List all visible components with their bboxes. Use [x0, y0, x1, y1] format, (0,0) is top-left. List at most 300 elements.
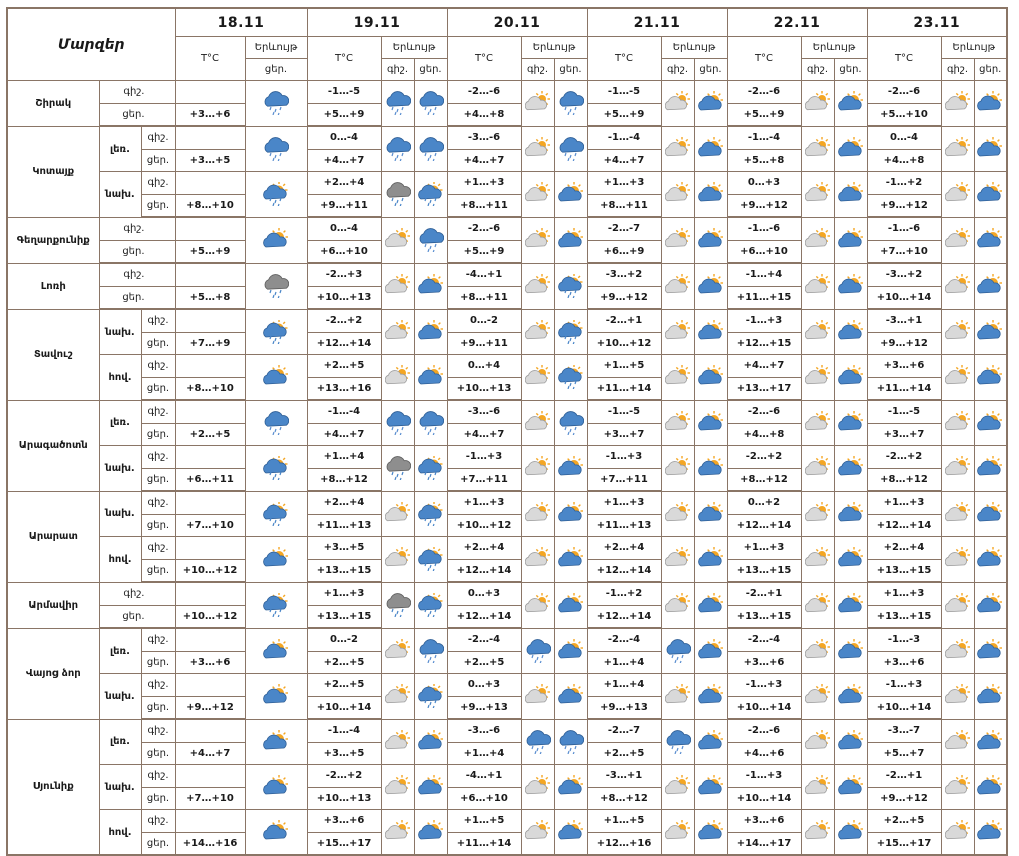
sun-cloud-icon [805, 456, 831, 480]
sun-cloud-icon [385, 820, 411, 844]
temperature-cell: +5…+9 [447, 240, 521, 263]
rain-sun-icon [263, 593, 289, 617]
partly-sunny-icon [558, 456, 584, 480]
table-row [7, 263, 1007, 286]
temperature-cell: +14…+16 [175, 832, 245, 855]
weather-icon-cell [941, 628, 974, 674]
weather-icon-cell [554, 628, 587, 674]
weather-icon-cell [414, 81, 447, 127]
weather-icon-cell [554, 491, 587, 537]
time-of-day-label: գիշ. [99, 263, 175, 286]
temperature-cell: 0…-2 [307, 628, 381, 651]
weather-icon-cell [414, 628, 447, 674]
weather-icon-cell [694, 126, 727, 172]
temperature-cell: +8…+11 [447, 286, 521, 309]
weather-icon-cell [245, 582, 307, 628]
weather-icon-cell [834, 810, 867, 856]
partly-sunny-icon [838, 730, 864, 754]
partly-sunny-icon [263, 547, 289, 571]
night-subheader: գիշ. [661, 59, 694, 81]
zone-label: հով. [99, 355, 141, 401]
region-name: Տավուշ [7, 309, 99, 400]
weather-icon-cell [381, 491, 414, 537]
temperature-cell: +13…+15 [727, 605, 801, 628]
weather-icon-cell [834, 217, 867, 263]
partly-sunny-icon [977, 820, 1003, 844]
weather-icon-cell [974, 126, 1007, 172]
weather-icon-cell [554, 537, 587, 583]
sun-cloud-icon [805, 502, 831, 526]
temperature-cell: -2…+1 [867, 765, 941, 788]
weather-icon-cell [521, 446, 554, 492]
temperature-cell: +8…+12 [587, 787, 661, 810]
sun-cloud-icon [385, 639, 411, 663]
temperature-cell: +11…+15 [727, 286, 801, 309]
sun-cloud-icon [385, 365, 411, 389]
partly-sunny-icon [418, 365, 444, 389]
temperature-cell [175, 309, 245, 332]
weather-icon-cell [661, 355, 694, 401]
temperature-cell: +5…+9 [587, 103, 661, 126]
weather-icon-cell [801, 126, 834, 172]
weather-icon-cell [694, 355, 727, 401]
temperature-cell: +4…+7 [447, 423, 521, 446]
partly-sunny-icon [558, 182, 584, 206]
weather-icon-cell [521, 81, 554, 127]
temperature-cell: -1…+3 [867, 674, 941, 697]
partly-sunny-icon [418, 274, 444, 298]
temperature-cell: +3…+6 [175, 103, 245, 126]
weather-icon-cell [941, 719, 974, 765]
weather-icon-cell [801, 810, 834, 856]
temperature-cell: -2…+3 [307, 263, 381, 286]
temperature-cell: -1…+2 [587, 582, 661, 605]
rain-sun-icon [263, 182, 289, 206]
temperature-cell: -2…-6 [727, 81, 801, 104]
time-of-day-label: ցեր. [141, 696, 175, 719]
temperature-cell: -1…+3 [587, 446, 661, 469]
snow-cloud-icon [418, 137, 444, 161]
weather-icon-cell [941, 446, 974, 492]
phenomena-header: Երևույթ [661, 37, 727, 59]
temperature-header: T°C [727, 37, 801, 81]
temperature-cell: -2…-6 [447, 217, 521, 240]
sun-cloud-icon [665, 684, 691, 708]
sun-cloud-icon [665, 411, 691, 435]
weather-icon-cell [245, 810, 307, 856]
weather-icon-cell [521, 126, 554, 172]
temperature-cell: +1…+3 [587, 172, 661, 195]
partly-sunny-icon [698, 820, 724, 844]
temperature-cell: +12…+14 [447, 605, 521, 628]
weather-icon-cell [661, 537, 694, 583]
weather-icon-cell [834, 537, 867, 583]
temperature-cell: +12…+14 [727, 514, 801, 537]
weather-icon-cell [974, 172, 1007, 218]
sun-cloud-icon [665, 502, 691, 526]
temperature-cell: -1…+2 [867, 172, 941, 195]
sun-cloud-icon [945, 411, 971, 435]
temperature-cell: -2…-7 [587, 217, 661, 240]
weather-icon-cell [941, 400, 974, 446]
date-header: 23.11 [867, 8, 1007, 37]
time-of-day-label: գիշ. [141, 355, 175, 378]
weather-icon-cell [941, 309, 974, 355]
weather-icon-cell [661, 674, 694, 720]
time-of-day-label: գիշ. [141, 172, 175, 195]
temperature-cell: -1…-5 [587, 400, 661, 423]
partly-sunny-icon [698, 730, 724, 754]
temperature-cell: +10…+14 [307, 696, 381, 719]
region-name: Լոռի [7, 263, 99, 309]
zone-label: նախ. [99, 765, 141, 810]
partly-sunny-icon [977, 411, 1003, 435]
weather-icon-cell [554, 126, 587, 172]
temperature-cell [175, 537, 245, 560]
weather-icon-cell [521, 674, 554, 720]
sun-cloud-icon [945, 137, 971, 161]
temperature-cell: +4…+7 [175, 742, 245, 765]
partly-sunny-icon [698, 456, 724, 480]
temperature-cell: -1…-4 [307, 400, 381, 423]
rain-sun-icon [558, 320, 584, 344]
temperature-cell: +1…+3 [447, 491, 521, 514]
temperature-cell: +3…+5 [175, 149, 245, 172]
sun-cloud-icon [665, 820, 691, 844]
weather-icon-cell [381, 400, 414, 446]
partly-sunny-icon [977, 365, 1003, 389]
sun-cloud-icon [525, 820, 551, 844]
weather-icon-cell [245, 172, 307, 218]
temperature-cell [175, 582, 245, 605]
temperature-cell: +11…+13 [307, 514, 381, 537]
snow-cloud-icon [558, 411, 584, 435]
weather-icon-cell [694, 263, 727, 309]
sun-cloud-icon [805, 639, 831, 663]
sun-cloud-icon [665, 365, 691, 389]
temperature-cell: +9…+12 [175, 696, 245, 719]
sun-cloud-icon [385, 775, 411, 799]
weather-icon-cell [554, 674, 587, 720]
partly-sunny-icon [838, 182, 864, 206]
table-row [7, 81, 1007, 104]
sun-cloud-icon [945, 502, 971, 526]
weather-icon-cell [694, 582, 727, 628]
partly-sunny-icon [838, 228, 864, 252]
partly-sunny-icon [838, 547, 864, 571]
partly-sunny-icon [838, 820, 864, 844]
time-of-day-label: ցեր. [141, 832, 175, 855]
temperature-cell: +8…+12 [307, 468, 381, 491]
partly-sunny-icon [977, 137, 1003, 161]
temperature-cell: +2…+5 [447, 651, 521, 674]
weather-icon-cell [661, 217, 694, 263]
day-subheader: ցեր. [834, 59, 867, 81]
temperature-cell: +9…+12 [867, 332, 941, 355]
temperature-cell: -2…+1 [727, 582, 801, 605]
weather-icon-cell [661, 491, 694, 537]
weather-icon-cell [694, 309, 727, 355]
night-subheader: գիշ. [381, 59, 414, 81]
temperature-cell: 0…+3 [447, 674, 521, 697]
sun-cloud-icon [665, 775, 691, 799]
temperature-cell: +7…+9 [175, 332, 245, 355]
snow-cloud-icon [263, 91, 289, 115]
temperature-cell: +12…+14 [307, 332, 381, 355]
partly-sunny-icon [977, 502, 1003, 526]
temperature-cell: -4…+1 [447, 765, 521, 788]
weather-icon-cell [694, 810, 727, 856]
partly-sunny-icon [698, 775, 724, 799]
temperature-header: T°C [587, 37, 661, 81]
zone-label: լեռ. [99, 719, 141, 765]
sun-cloud-icon [525, 274, 551, 298]
partly-sunny-icon [698, 320, 724, 344]
partly-sunny-icon [263, 730, 289, 754]
weather-icon-cell [801, 719, 834, 765]
day-subheader: ցեր. [414, 59, 447, 81]
temperature-cell: +9…+11 [447, 332, 521, 355]
temperature-cell: +8…+12 [727, 468, 801, 491]
weather-icon-cell [941, 126, 974, 172]
weather-icon-cell [414, 446, 447, 492]
weather-icon-cell [834, 446, 867, 492]
partly-sunny-icon [977, 320, 1003, 344]
temperature-cell: +13…+15 [867, 605, 941, 628]
temperature-cell: +13…+17 [727, 377, 801, 400]
weather-icon-cell [834, 582, 867, 628]
weather-icon-cell [245, 491, 307, 537]
partly-sunny-icon [418, 320, 444, 344]
temperature-cell: +2…+4 [587, 537, 661, 560]
temperature-cell: +2…+4 [307, 172, 381, 195]
partly-sunny-icon [698, 547, 724, 571]
weather-icon-cell [521, 309, 554, 355]
temperature-cell: +6…+11 [175, 468, 245, 491]
table-row [7, 309, 1007, 332]
weather-icon-cell [521, 582, 554, 628]
weather-icon-cell [974, 537, 1007, 583]
weather-icon-cell [381, 126, 414, 172]
temperature-cell: +7…+11 [587, 468, 661, 491]
sun-cloud-icon [805, 365, 831, 389]
temperature-cell: +2…+5 [867, 810, 941, 833]
weather-icon-cell [694, 537, 727, 583]
weather-icon-cell [974, 217, 1007, 263]
weather-icon-cell [694, 674, 727, 720]
table-row [7, 719, 1007, 742]
zone-label: նախ. [99, 491, 141, 537]
partly-sunny-icon [418, 820, 444, 844]
weather-icon-cell [694, 765, 727, 810]
snow-cloud-icon [263, 411, 289, 435]
weather-icon-cell [554, 810, 587, 856]
sun-cloud-icon [525, 775, 551, 799]
temperature-cell: +11…+14 [447, 832, 521, 855]
temperature-cell: 0…-4 [307, 126, 381, 149]
weather-icon-cell [974, 446, 1007, 492]
partly-sunny-icon [558, 228, 584, 252]
weather-icon-cell [661, 309, 694, 355]
sun-cloud-icon [805, 228, 831, 252]
temperature-cell: +8…+10 [175, 194, 245, 217]
temperature-cell: -3…+1 [587, 765, 661, 788]
partly-sunny-icon [698, 684, 724, 708]
sun-cloud-icon [385, 320, 411, 344]
day-subheader: ցեր. [554, 59, 587, 81]
weather-icon-cell [381, 446, 414, 492]
temperature-cell: -1…-6 [867, 217, 941, 240]
temperature-cell: +2…+4 [307, 491, 381, 514]
weather-icon-cell [521, 537, 554, 583]
sun-cloud-icon [665, 320, 691, 344]
time-of-day-label: գիշ. [99, 81, 175, 104]
weather-icon-cell [694, 81, 727, 127]
temperature-cell: -3…-6 [447, 400, 521, 423]
weather-icon-cell [941, 355, 974, 401]
temperature-cell: -2…-4 [447, 628, 521, 651]
table-row [7, 126, 1007, 149]
temperature-cell: +15…+17 [307, 832, 381, 855]
temperature-cell: 0…-4 [867, 126, 941, 149]
time-of-day-label: ցեր. [141, 787, 175, 810]
day-subheader: ցեր. [694, 59, 727, 81]
weather-icon-cell [974, 810, 1007, 856]
sun-cloud-icon [805, 684, 831, 708]
day-subheader: ցեր. [974, 59, 1007, 81]
region-name: Արարատ [7, 491, 99, 582]
weather-icon-cell [414, 400, 447, 446]
temperature-cell: +9…+12 [727, 194, 801, 217]
weather-icon-cell [381, 719, 414, 765]
temperature-cell: +11…+14 [587, 377, 661, 400]
rain-sun-icon [558, 365, 584, 389]
temperature-cell: +4…+8 [727, 423, 801, 446]
temperature-cell: +10…+14 [867, 286, 941, 309]
sun-cloud-icon [805, 182, 831, 206]
sun-cloud-icon [665, 137, 691, 161]
sun-cloud-icon [945, 775, 971, 799]
table-row [7, 537, 1007, 560]
partly-sunny-icon [838, 137, 864, 161]
weather-icon-cell [245, 400, 307, 446]
partly-sunny-icon [977, 228, 1003, 252]
temperature-cell: +1…+5 [587, 810, 661, 833]
table-row [7, 674, 1007, 697]
weather-icon-cell [414, 810, 447, 856]
weather-icon-cell [414, 309, 447, 355]
time-of-day-label: ցեր. [141, 194, 175, 217]
temperature-cell: -1…-4 [307, 719, 381, 742]
region-name: Սյունիք [7, 719, 99, 855]
weather-icon-cell [661, 446, 694, 492]
partly-sunny-icon [977, 730, 1003, 754]
weather-icon-cell [245, 537, 307, 583]
weather-icon-cell [245, 765, 307, 810]
temperature-cell: +2…+5 [307, 674, 381, 697]
weather-icon-cell [381, 263, 414, 309]
temperature-cell: +1…+5 [587, 355, 661, 378]
table-row [7, 810, 1007, 833]
region-name: Արմավիր [7, 582, 99, 628]
weather-icon-cell [834, 355, 867, 401]
weather-icon-cell [414, 491, 447, 537]
time-of-day-label: ցեր. [141, 514, 175, 537]
region-name: Շիրակ [7, 81, 99, 127]
partly-sunny-icon [263, 775, 289, 799]
weather-icon-cell [834, 719, 867, 765]
partly-sunny-icon [558, 593, 584, 617]
sun-cloud-icon [525, 593, 551, 617]
time-of-day-label: գիշ. [99, 582, 175, 605]
temperature-cell: +1…+4 [307, 446, 381, 469]
partly-sunny-icon [977, 182, 1003, 206]
phenomena-header: Երևույթ [941, 37, 1007, 59]
rain-sun-icon [263, 320, 289, 344]
temperature-cell: -2…-4 [727, 628, 801, 651]
weather-icon-cell [245, 719, 307, 765]
temperature-cell: 0…+2 [727, 491, 801, 514]
temperature-cell: +3…+6 [175, 651, 245, 674]
weather-icon-cell [381, 537, 414, 583]
weather-icon-cell [661, 172, 694, 218]
weather-icon-cell [661, 765, 694, 810]
temperature-cell: -2…-6 [447, 81, 521, 104]
sun-cloud-icon [665, 91, 691, 115]
weather-icon-cell [834, 674, 867, 720]
weather-icon-cell [834, 309, 867, 355]
rain-cloud-icon [385, 182, 411, 206]
weather-icon-cell [834, 81, 867, 127]
weather-icon-cell [521, 172, 554, 218]
sun-cloud-icon [805, 274, 831, 298]
sun-cloud-icon [525, 137, 551, 161]
phenomena-header: Երևույթ [801, 37, 867, 59]
temperature-header: T°C [447, 37, 521, 81]
temperature-cell: 0…-4 [307, 217, 381, 240]
sun-cloud-icon [665, 456, 691, 480]
weather-icon-cell [801, 582, 834, 628]
temperature-header: T°C [307, 37, 381, 81]
temperature-cell: +2…+5 [307, 651, 381, 674]
sun-cloud-icon [525, 684, 551, 708]
weather-icon-cell [414, 582, 447, 628]
weather-icon-cell [834, 765, 867, 810]
weather-icon-cell [941, 582, 974, 628]
sun-cloud-icon [385, 547, 411, 571]
temperature-cell: +3…+6 [867, 355, 941, 378]
weather-icon-cell [381, 674, 414, 720]
sun-cloud-icon [945, 639, 971, 663]
temperature-cell: -1…-5 [867, 400, 941, 423]
weather-icon-cell [834, 172, 867, 218]
temperature-cell: +13…+15 [727, 559, 801, 582]
temperature-cell: -3…-6 [447, 719, 521, 742]
weather-icon-cell [834, 491, 867, 537]
weather-icon-cell [381, 628, 414, 674]
partly-sunny-icon [838, 320, 864, 344]
snow-cloud-icon [418, 411, 444, 435]
rain-sun-icon [418, 684, 444, 708]
weather-icon-cell [414, 263, 447, 309]
zone-label: լեռ. [99, 628, 141, 674]
temperature-cell: +1…+4 [587, 651, 661, 674]
temperature-cell: +1…+5 [447, 810, 521, 833]
weather-icon-cell [554, 309, 587, 355]
weather-icon-cell [834, 628, 867, 674]
sun-cloud-icon [805, 137, 831, 161]
partly-sunny-icon [263, 820, 289, 844]
